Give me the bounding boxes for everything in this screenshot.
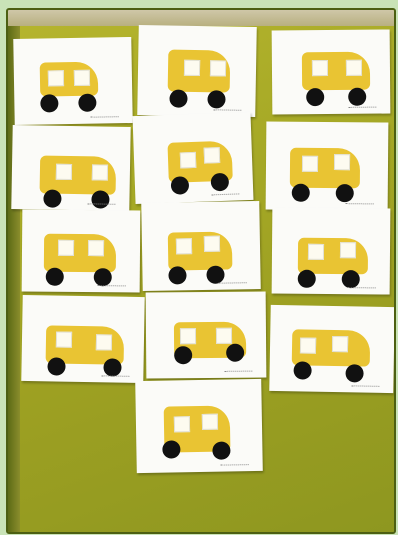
bus-window xyxy=(302,156,318,172)
bus-window xyxy=(92,164,108,180)
bus-wheel xyxy=(207,90,225,108)
bus-wheel xyxy=(46,268,64,286)
bus-window xyxy=(202,414,218,430)
bus-window xyxy=(210,60,226,76)
bus-wheel xyxy=(162,440,180,458)
bus-wheel xyxy=(206,266,224,284)
bus-wheel xyxy=(94,268,112,286)
bus-body xyxy=(44,234,116,273)
wall-strip xyxy=(8,10,394,26)
bus-window xyxy=(312,60,328,76)
craft-paper xyxy=(266,121,389,210)
craft-paper xyxy=(13,37,132,125)
bus-wheel xyxy=(43,190,61,208)
bus-window xyxy=(180,328,196,344)
craft-paper xyxy=(272,207,391,294)
bus-wheel xyxy=(345,364,363,382)
bus-window xyxy=(308,244,324,260)
craft-paper xyxy=(272,29,391,114)
bus-wheel xyxy=(40,94,58,112)
bus-window xyxy=(216,328,232,344)
bus-wheel xyxy=(293,361,311,379)
bus-window xyxy=(56,164,72,180)
bus-wheel xyxy=(211,173,230,192)
bus-window xyxy=(58,240,74,256)
bus-wheel xyxy=(306,88,324,106)
bus-wheel xyxy=(91,190,109,208)
bus-window xyxy=(74,70,90,86)
photo-frame xyxy=(6,8,396,534)
craft-paper xyxy=(146,291,267,378)
craft-paper xyxy=(135,379,263,473)
craft-paper xyxy=(137,25,257,117)
bus-window xyxy=(334,154,350,170)
bus-wheel xyxy=(212,441,230,459)
bus-window xyxy=(346,60,362,76)
bus-wheel xyxy=(292,184,310,202)
bus-window xyxy=(48,70,64,86)
bus-wheel xyxy=(226,344,244,362)
bus-window xyxy=(184,60,200,76)
bus-window xyxy=(56,332,72,348)
bus-window xyxy=(332,336,348,352)
craft-paper xyxy=(141,201,261,291)
bus-window xyxy=(204,147,221,164)
craft-paper xyxy=(133,112,254,204)
bus-wheel xyxy=(342,270,360,288)
craft-paper xyxy=(22,209,141,292)
bus-wheel xyxy=(298,270,316,288)
bus-wheel xyxy=(103,358,121,376)
bus-window xyxy=(174,416,190,432)
craft-paper xyxy=(11,125,130,211)
bus-wheel xyxy=(174,346,192,364)
bus-window xyxy=(340,242,356,258)
bus-window xyxy=(204,236,220,252)
bus-window xyxy=(300,337,316,353)
craft-paper xyxy=(21,295,144,383)
bus-window xyxy=(96,334,112,350)
bus-wheel xyxy=(78,94,96,112)
bus-window xyxy=(176,238,192,254)
bus-wheel xyxy=(171,176,190,195)
bus-window xyxy=(88,240,104,256)
bus-window xyxy=(180,152,197,169)
craft-paper xyxy=(269,305,394,393)
bus-wheel xyxy=(168,266,186,284)
bus-wheel xyxy=(336,184,354,202)
bus-wheel xyxy=(348,88,366,106)
bus-wheel xyxy=(47,357,65,375)
bus-wheel xyxy=(169,90,187,108)
